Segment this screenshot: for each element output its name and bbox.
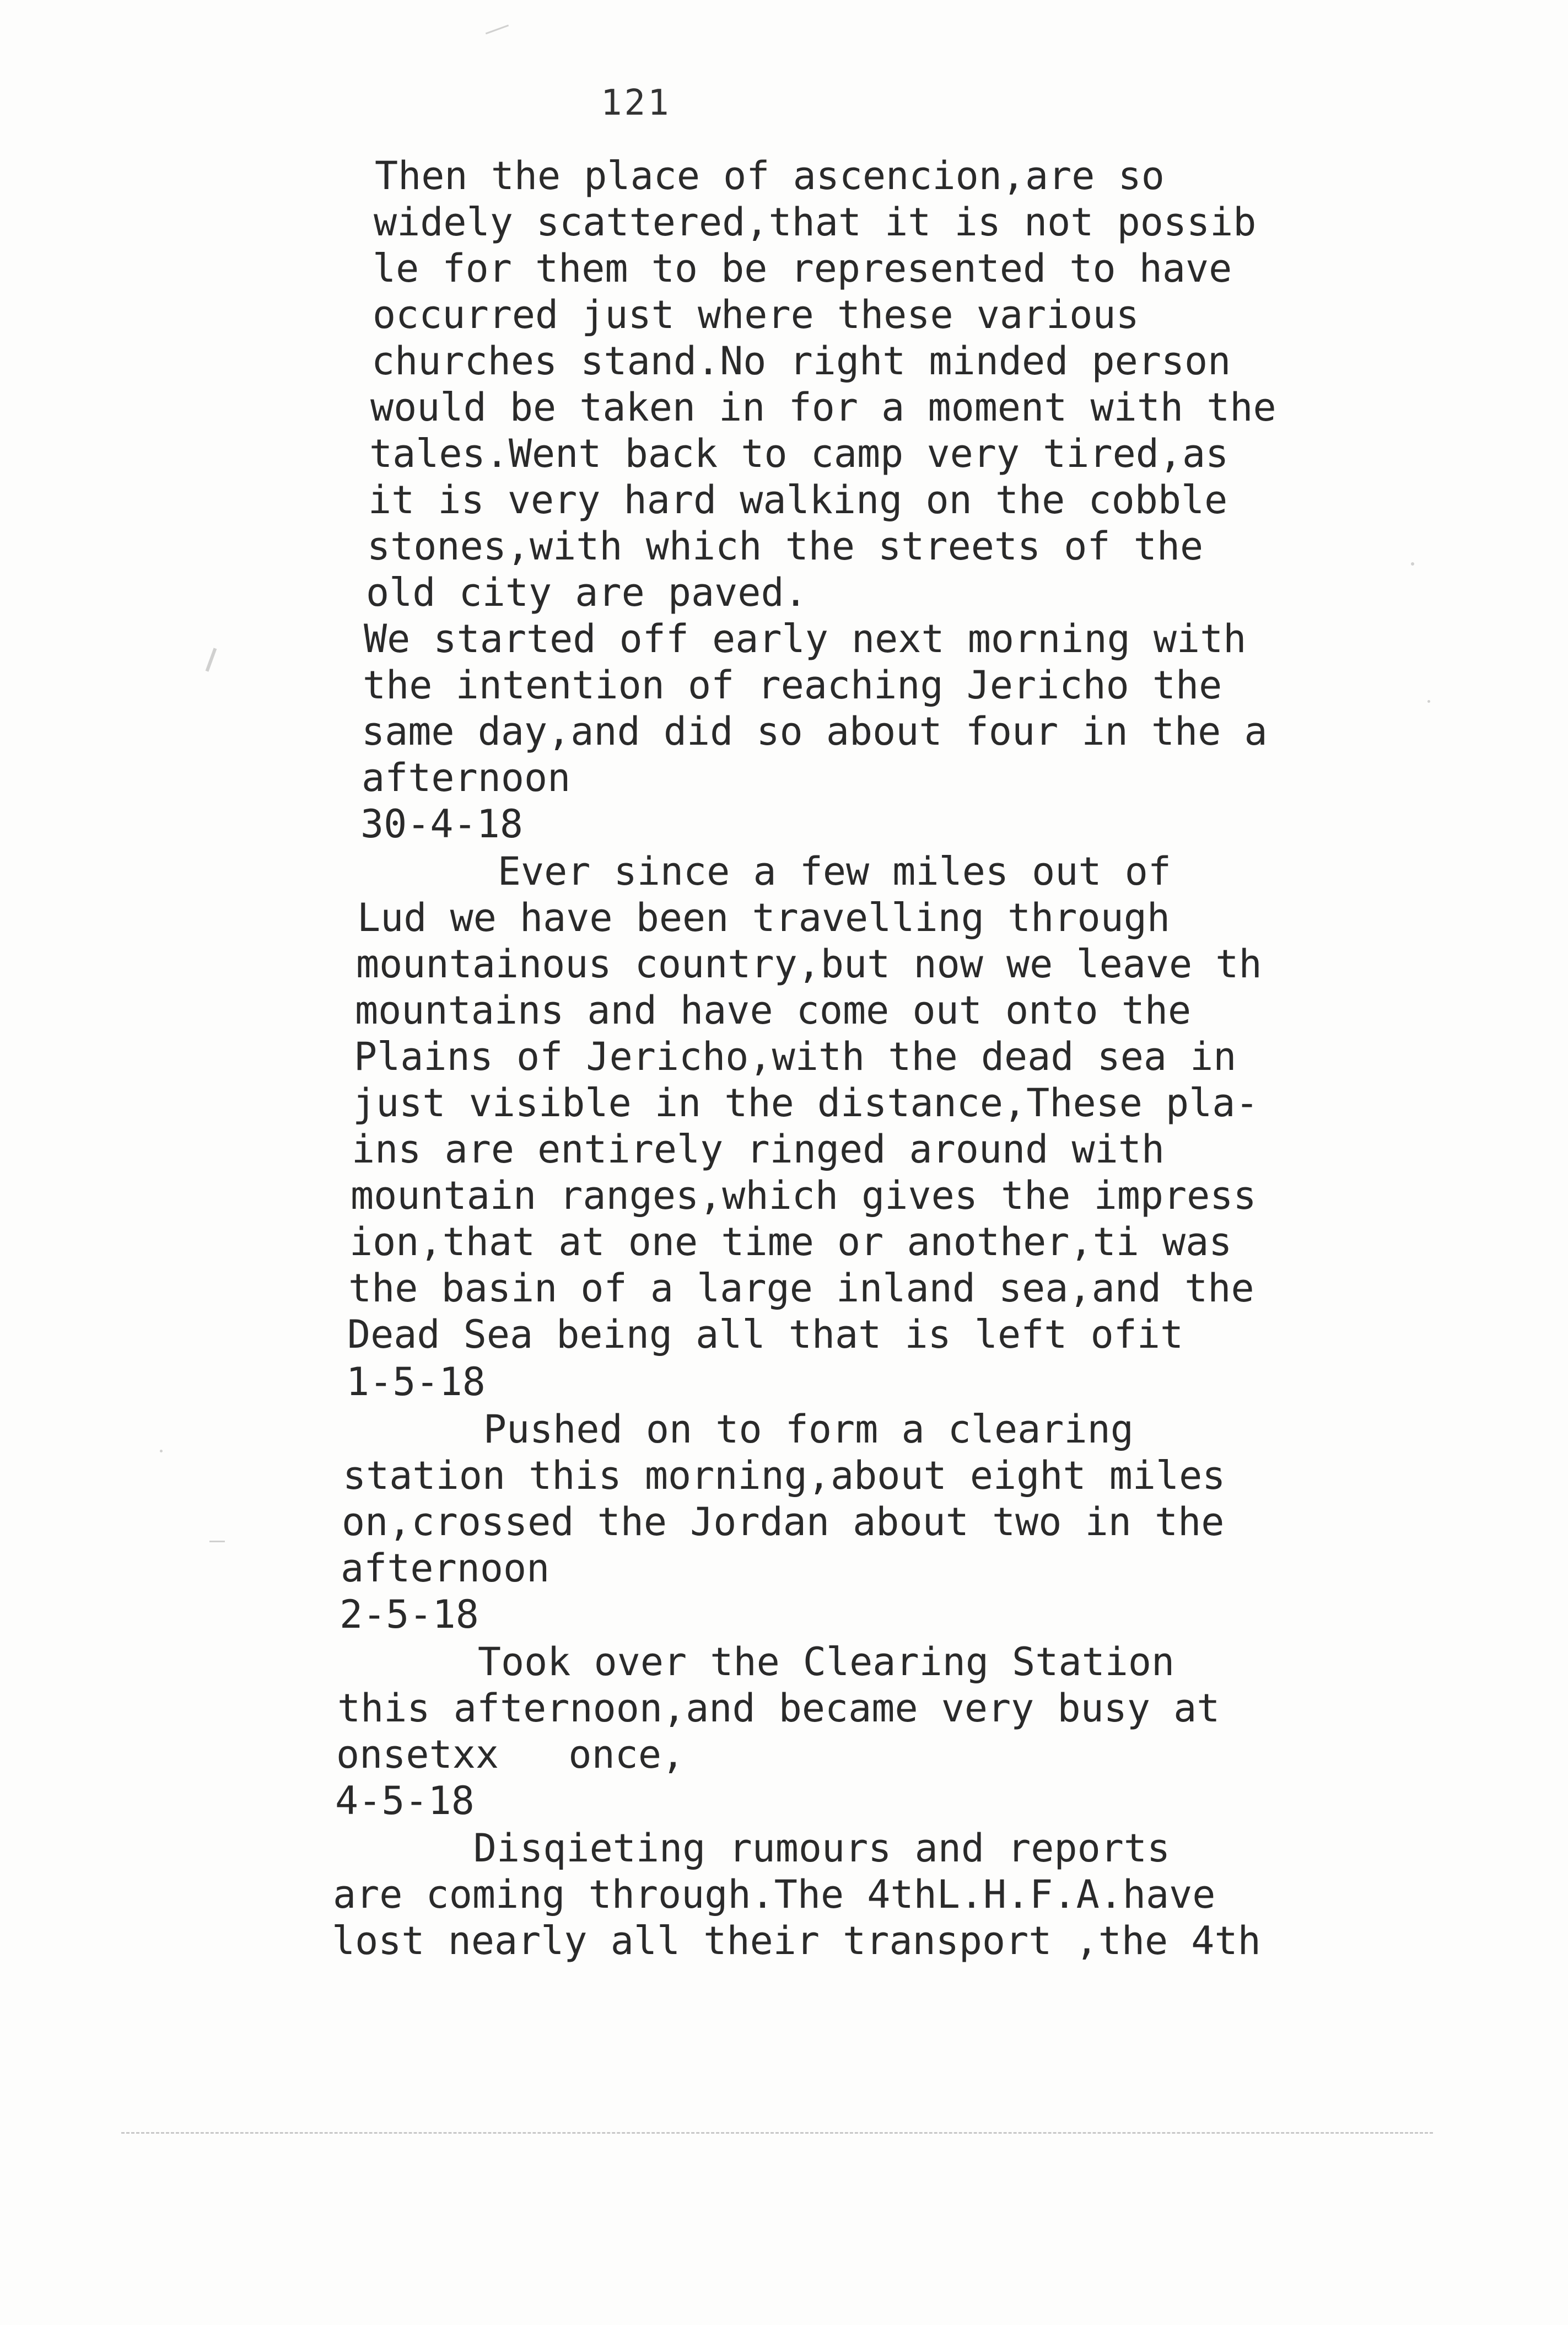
text-line: Took over the Clearing Station: [338, 1639, 1175, 1684]
date-entry: 1-5-18: [346, 1359, 486, 1404]
text-line: afternoon: [341, 1546, 550, 1591]
page-number: 121: [601, 83, 671, 123]
text-line: Pushed on to form a clearing: [344, 1407, 1134, 1452]
text-line: Disqieting rumours and reports: [334, 1826, 1171, 1871]
text-line: churches stand.No right minded person: [371, 338, 1231, 384]
date-entry: 2-5-18: [340, 1592, 479, 1637]
text-line: on,crossed the Jordan about two in the: [342, 1499, 1225, 1544]
text-line: onsetxx once,: [336, 1732, 685, 1777]
text-line: mountainous country,but now we leave th: [356, 941, 1262, 987]
scan-mark: [486, 25, 509, 35]
text-line: tales.Went back to camp very tired,as: [369, 431, 1229, 476]
text-line: this afternoon,and became very busy at: [337, 1686, 1220, 1731]
text-line: just visible in the distance,These pla-: [353, 1080, 1259, 1126]
date-entry: 4-5-18: [335, 1778, 475, 1823]
text-line: occurred just where these various: [373, 292, 1139, 337]
text-line: widely scattered,that it is not possib: [374, 200, 1257, 245]
text-line: old city are paved.: [366, 570, 807, 615]
text-line: stones,with which the streets of the: [367, 524, 1204, 569]
text-line: Lud we have been travelling through: [357, 895, 1171, 940]
text-line: same day,and did so about four in the a: [362, 709, 1268, 754]
text-line: afternoon: [362, 755, 571, 800]
text-line: mountains and have come out onto the: [355, 988, 1192, 1033]
text-line: Dead Sea being all that is left ofit: [347, 1312, 1184, 1357]
scan-mark: [206, 648, 217, 671]
scan-mark: [1427, 700, 1430, 703]
text-line: mountain ranges,which gives the impress: [351, 1173, 1257, 1218]
text-line: station this morning,about eight miles: [343, 1453, 1226, 1498]
text-line: lost nearly all their transport ,the 4th: [332, 1918, 1261, 1963]
text-line: it is very hard walking on the cobble: [368, 477, 1228, 523]
text-line: le for them to be represented to have: [373, 246, 1232, 291]
scan-mark: [1411, 562, 1414, 566]
bottom-edge-line: [121, 2132, 1433, 2134]
text-line: ins are entirely ringed around with: [352, 1127, 1165, 1172]
text-line: Plains of Jericho,with the dead sea in: [354, 1034, 1237, 1079]
text-line: are coming through.The 4thL.H.F.A.have: [333, 1872, 1216, 1917]
text-line: We started off early next morning with: [364, 616, 1247, 661]
text-line: Ever since a few miles out of: [358, 849, 1172, 894]
scan-mark: [160, 1450, 163, 1452]
text-line: the basin of a large inland sea,and the: [348, 1266, 1254, 1311]
text-line: the intention of reaching Jericho the: [363, 663, 1222, 708]
text-line: Then the place of ascencion,are so: [375, 153, 1165, 198]
text-line: ion,that at one time or another,ti was: [349, 1219, 1232, 1264]
scan-mark: [209, 1541, 225, 1542]
date-entry: 30-4-18: [360, 801, 524, 847]
text-line: would be taken in for a moment with the: [370, 385, 1276, 430]
